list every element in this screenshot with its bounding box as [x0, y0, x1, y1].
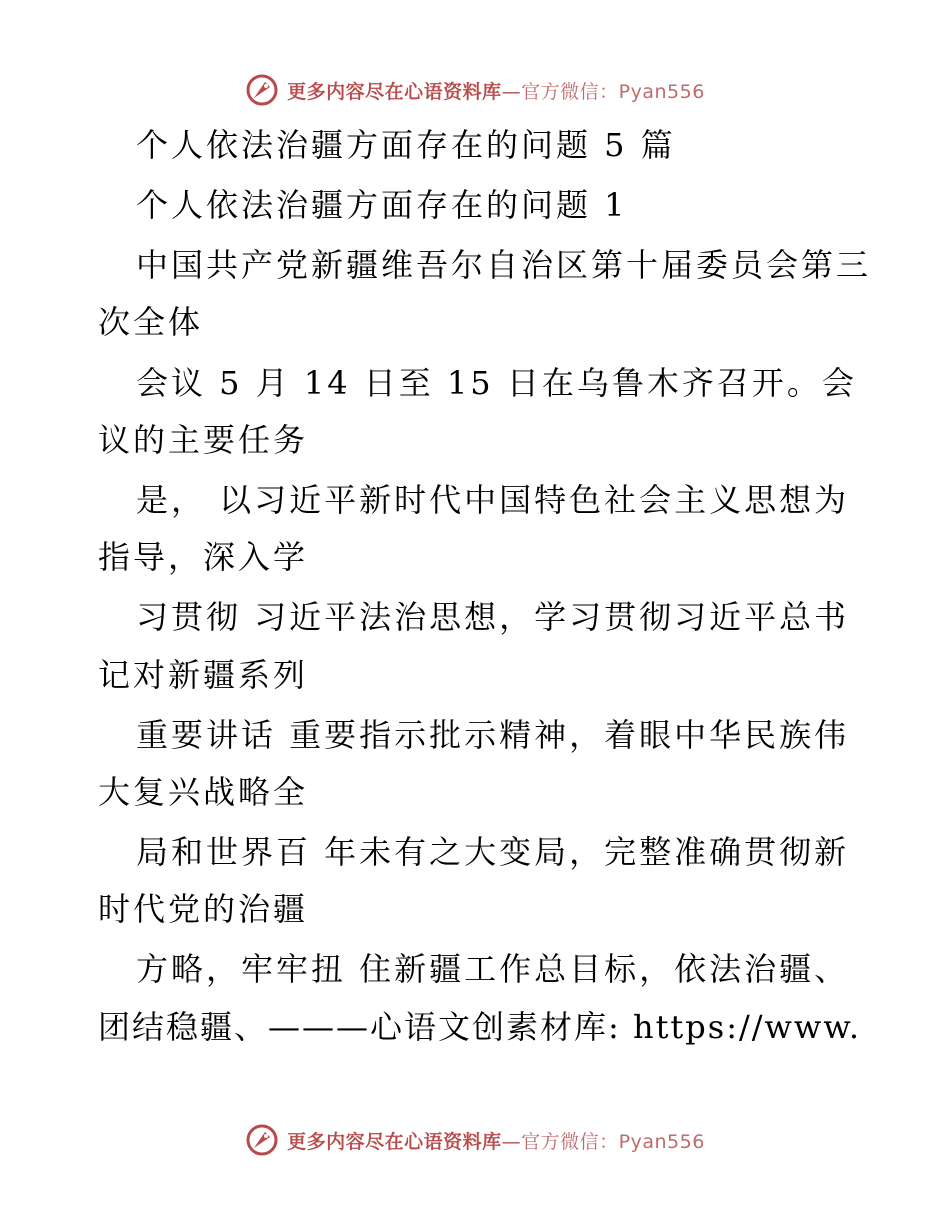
pen-nib-logo-icon	[245, 73, 279, 107]
header-banner-sub: 官方微信：Pyan556	[521, 80, 705, 103]
doc-line: 时代党的治疆	[98, 890, 309, 928]
doc-line: 重要讲话 重要指示批示精神，着眼中华民族伟	[136, 716, 850, 754]
footer-banner	[0, 1120, 950, 1160]
doc-line: 议的主要任务	[98, 421, 309, 459]
footer-banner-sub: 官方微信：Pyan556	[521, 1130, 705, 1153]
doc-line: 个人依法治疆方面存在的问题 5 篇	[136, 126, 676, 164]
footer-banner-main: 更多内容尽在心语资料库	[287, 1130, 502, 1153]
footer-banner-dash: —	[501, 1130, 522, 1153]
footer-banner-text	[287, 1127, 705, 1154]
header-banner	[0, 70, 950, 110]
doc-line: 记对新疆系列	[98, 656, 309, 694]
doc-line: 中国共产党新疆维吾尔自治区第十届委员会第三	[136, 246, 872, 284]
doc-line: 团结稳疆、———心语文创素材库: https://www.	[98, 1008, 862, 1046]
doc-line: 次全体	[98, 303, 204, 341]
pen-nib-logo-icon	[245, 1123, 279, 1157]
doc-line: 个人依法治疆方面存在的问题 1	[136, 186, 628, 224]
doc-line: 习贯彻 习近平法治思想，学习贯彻习近平总书	[136, 598, 850, 636]
doc-line: 局和世界百 年未有之大变局，完整准确贯彻新	[136, 833, 850, 871]
doc-line: 方略，牢牢扭 住新疆工作总目标，依法治疆、	[136, 950, 850, 988]
header-banner-text	[287, 77, 705, 104]
doc-line: 是， 以习近平新时代中国特色社会主义思想为	[136, 481, 850, 519]
doc-line: 指导，深入学	[98, 538, 309, 576]
header-banner-main: 更多内容尽在心语资料库	[287, 80, 502, 103]
doc-line: 大复兴战略全	[98, 773, 309, 811]
doc-line: 会议 5 月 14 日至 15 日在乌鲁木齐召开。会	[136, 364, 857, 402]
header-banner-dash: —	[501, 80, 522, 103]
